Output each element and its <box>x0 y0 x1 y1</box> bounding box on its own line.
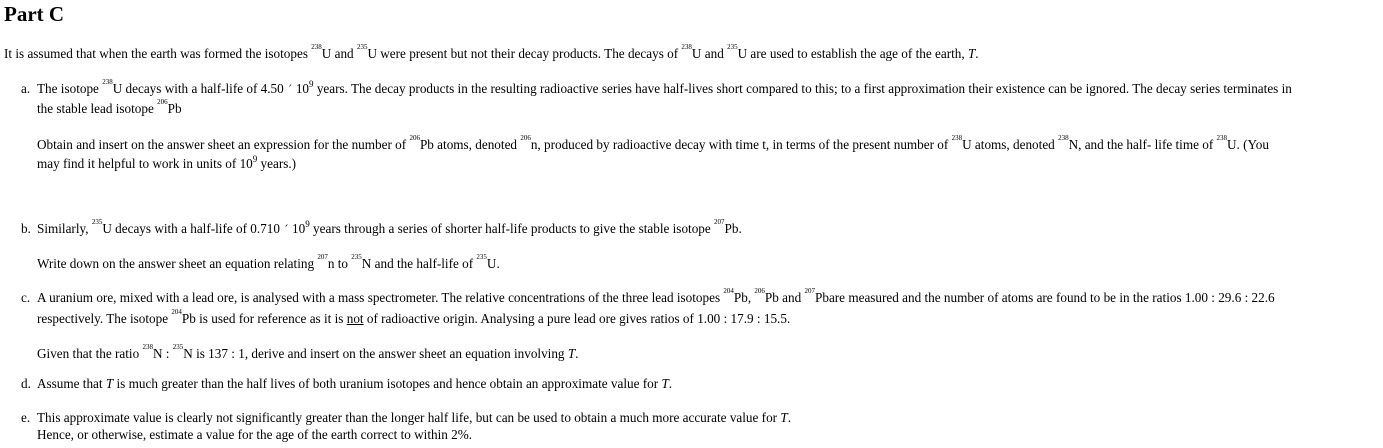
item-b-line1: Similarly, $^{235}$U decays with a half-life of 0.710 ´ $10^9$ years through a series of shorter half-life products to give the stable isotope $^{207}$Pb. <box>37 218 742 236</box>
item-e-line1: This approximate value is clearly not significantly greater than the longer half life, but can be used to obtain a much more accurate value for T. <box>37 410 791 425</box>
item-c-line3: Given that the ratio $^{238}$N : $^{235}$N is 137 : 1, derive and insert on the answer sheet an equation involving T. <box>37 343 579 361</box>
item-a-question-line1: Obtain and insert on the answer sheet an expression for the number of $^{206}$Pb atoms, denoted $^{206}$n, produced by radioactive decay with time t, in terms of the present number of $^{238}$U atoms, denoted $^{238}$N, and the half- life time of $^{238}$U. (You <box>37 134 1269 152</box>
item-a-line2: the stable lead isotope $^{206}$Pb <box>37 98 182 116</box>
isotope-u235: $^{235}$U <box>356 43 377 61</box>
item-d-line1: Assume that T is much greater than the half lives of both uranium isotopes and hence obtain an approximate value for T. <box>37 376 673 391</box>
item-c-line2: respectively. The isotope $^{204}$Pb is used for reference as it is not of radioactive origin. Analysing a pure lead ore gives ratios of 1.00 : 17.9 : 15.5. <box>37 308 791 326</box>
item-c-label: c. <box>21 290 31 305</box>
isotope-u238: $^{238}$U <box>311 43 332 61</box>
item-d-label: d. <box>21 376 31 391</box>
item-a-line1: The isotope $^{238}$U decays with a half-life of 4.50 ´ $10^9$ years. The decay products in the resulting radioactive series have half-lives short compared to this; to a first approximation their existence can be ignored. The decay series terminates in <box>37 78 1292 96</box>
item-a-question-line2: may find it helpful to work in units of $10^9$ years.) <box>37 154 297 171</box>
intro-paragraph: It is assumed that when the earth was formed the isotopes $^{238}$U and $^{235}$U were present but not their decay products. The decays of $^{238}$U and $^{235}$U are used to establish the age of the earth, T. <box>4 43 979 61</box>
item-b-label: b. <box>21 221 31 236</box>
item-b-line2: Write down on the answer sheet an equation relating $^{207}$n to $^{235}$N and the half-life of $^{235}$U. <box>37 253 500 271</box>
item-c-line1: A uranium ore, mixed with a lead ore, is analysed with a mass spectrometer. The relative concentrations of the three lead isotopes $^{204}$Pb, $^{206}$Pb and $^{207}$Pbare measured and the number of atoms are found to be in the ratios 1.00 : 29.6 : 22.6 <box>37 287 1275 305</box>
item-e-line2: Hence, or otherwise, estimate a value for the age of the earth correct to within 2%. <box>37 427 473 442</box>
item-a-label: a. <box>21 81 31 96</box>
part-title: Part C <box>4 2 65 26</box>
item-e-label: e. <box>21 410 31 425</box>
